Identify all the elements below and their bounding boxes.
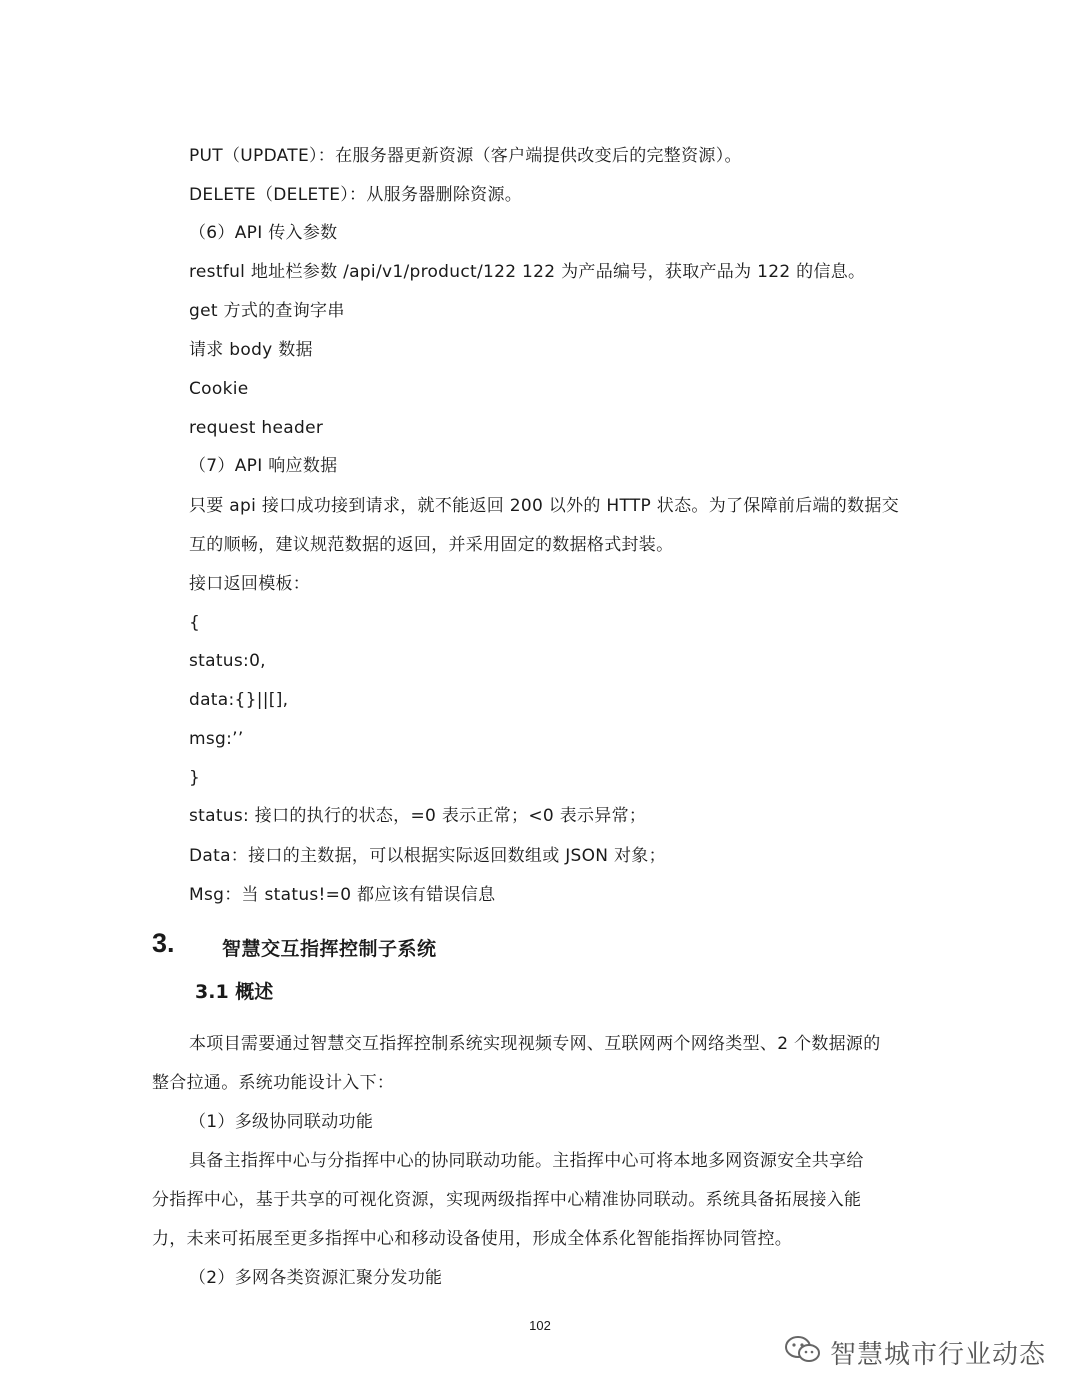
code-line: status:0,	[189, 651, 266, 671]
text-line: （7）API 响应数据	[189, 456, 338, 476]
text-line: Msg：当 status!=0 都应该有错误信息	[189, 885, 496, 905]
subsection-title: 3.1 概述	[195, 981, 274, 1003]
text-line: status: 接口的执行的状态，=0 表示正常；<0 表示异常；	[189, 806, 647, 826]
text-line: （6）API 传入参数	[189, 223, 338, 243]
body-line: （1）多级协同联动功能	[189, 1112, 374, 1132]
body-line: 本项目需要通过智慧交互指挥控制系统实现视频专网、互联网两个网络类型、2 个数据源的	[189, 1034, 881, 1054]
code-line: msg:’’	[189, 729, 244, 749]
body-line: 分指挥中心，基于共享的可视化资源，实现两级指挥中心精准协同联动。系统具备拓展接入能	[152, 1190, 862, 1210]
section-number: 3.	[152, 928, 175, 958]
text-line: Data：接口的主数据，可以根据实际返回数组或 JSON 对象；	[189, 846, 666, 866]
text-line: request header	[189, 418, 324, 438]
text-line: 只要 api 接口成功接到请求，就不能返回 200 以外的 HTTP 状态。为了保障前后端的数据交	[189, 496, 900, 516]
watermark-text: 智慧城市行业动态	[830, 1339, 1047, 1370]
text-line: 请求 body 数据	[189, 340, 313, 360]
body-line: （2）多网各类资源汇聚分发功能	[189, 1268, 443, 1288]
text-line: DELETE（DELETE）：从服务器删除资源。	[189, 185, 523, 205]
watermark	[784, 1334, 1046, 1370]
body-line: 整合拉通。系统功能设计入下：	[152, 1073, 395, 1093]
text-line: get 方式的查询字串	[189, 301, 345, 321]
code-line: {	[189, 613, 201, 633]
wechat-icon	[784, 1334, 822, 1370]
section-title: 智慧交互指挥控制子系统	[222, 938, 437, 960]
body-line: 力，未来可拓展至更多指挥中心和移动设备使用，形成全体系化智能指挥协同管控。	[152, 1229, 793, 1249]
text-line: 互的顺畅，建议规范数据的返回，并采用固定的数据格式封装。	[189, 535, 674, 555]
page-number: 102	[529, 1318, 551, 1333]
code-line: }	[189, 768, 201, 788]
text-line: restful 地址栏参数 /api/v1/product/122 122 为产品编号，获取产品为 122 的信息。	[189, 262, 866, 282]
text-line: PUT（UPDATE）：在服务器更新资源（客户端提供改变后的完整资源）。	[189, 146, 742, 166]
code-line: data:{}||[],	[189, 690, 289, 710]
text-line: Cookie	[189, 379, 249, 399]
body-line: 具备主指挥中心与分指挥中心的协同联动功能。主指挥中心可将本地多网资源安全共享给	[189, 1151, 864, 1171]
text-line: 接口返回模板：	[189, 574, 311, 594]
